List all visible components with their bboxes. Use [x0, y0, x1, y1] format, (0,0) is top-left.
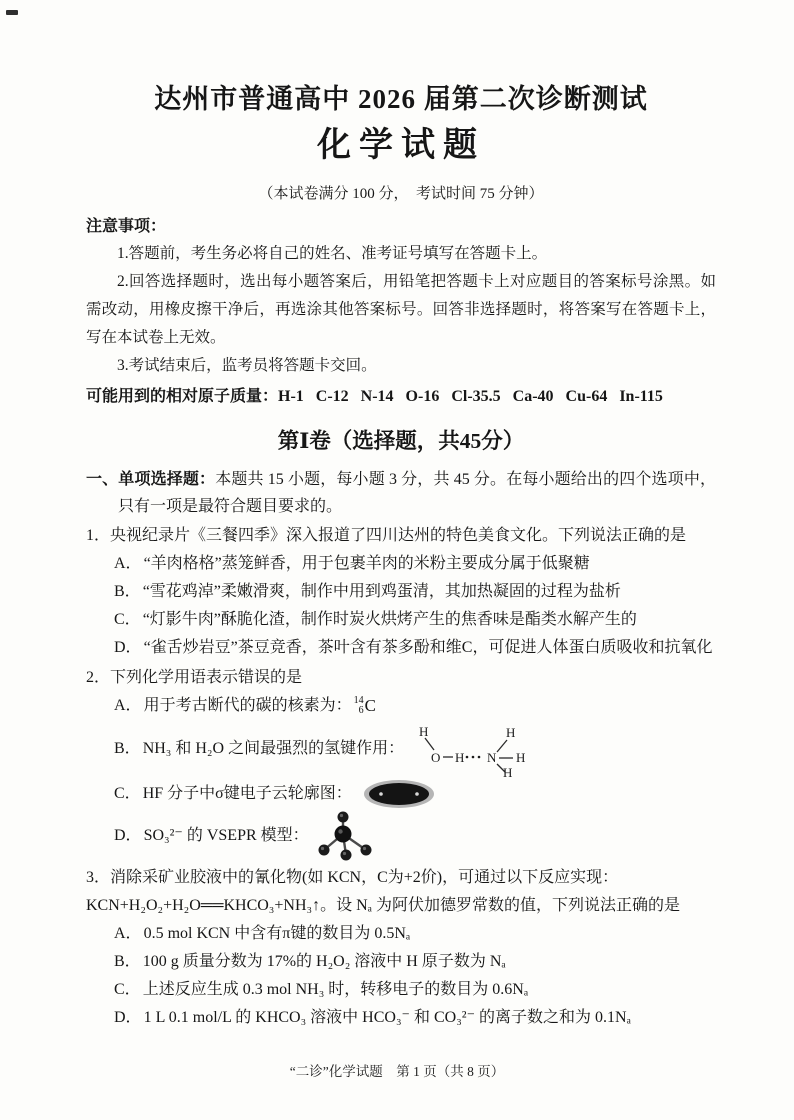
question-2-options — [86, 692, 716, 862]
option-label: A． — [114, 697, 142, 714]
atom-h: H — [516, 750, 526, 765]
option-text: 上述反应生成 0.3 mol NH₃ 时，转移电子的数目为 0.6Nₐ — [142, 981, 529, 998]
option-label: B． — [114, 740, 141, 757]
option-text: “雀舌炒岩豆”茶豆竞香，茶叶含有茶多酚和维C，可促进人体蛋白质吸收和抗氧化 — [143, 639, 713, 656]
question-3-options — [86, 920, 716, 1032]
nuclide-symbol: C — [364, 696, 376, 715]
option-label: B． — [114, 583, 141, 600]
option-label: D． — [114, 639, 142, 656]
question-1 — [86, 522, 716, 662]
question-1-option-b — [114, 578, 716, 606]
atom-h: H — [455, 750, 465, 765]
option-text: SO₃²⁻ 的 VSEPR 模型： — [143, 827, 309, 844]
notices-label: 注意事项： — [86, 218, 167, 235]
question-3-option-d — [114, 1004, 716, 1032]
atomic-masses-values: H-1 C-12 N-14 O-16 Cl-35.5 Ca-40 Cu-64 In-115 — [278, 388, 663, 405]
option-label: C． — [114, 785, 141, 802]
atom-h: H — [419, 724, 429, 739]
option-text: “灯影牛肉”酥脆化渣，制作时炭火烘烤产生的焦香味是酯类水解产生的 — [142, 611, 637, 628]
notice-item-2: 2.回答选择题时，选出每小题答案后，用铅笔把答题卡上对应题目的答案标号涂黑。如需改动，用橡皮擦干净后，再选涂其他答案标号。回答非选择题时，将答案写在答题卡上，写在本试卷上无效。 — [86, 273, 716, 346]
sigma-bond-electron-cloud-image — [358, 778, 440, 810]
question-2 — [86, 664, 716, 862]
question-3-option-c — [114, 976, 716, 1004]
exam-subject-title: 化学试题 — [317, 127, 485, 164]
option-label: A． — [114, 925, 142, 942]
option-label: D． — [114, 1009, 142, 1026]
nuclide-mass-number: 14 — [353, 695, 364, 706]
section-1-intro-text: 本题共 15 小题，每小题 3 分，共 45 分。在每小题给出的四个选项中，只有一项是最符合题目要求的。 — [118, 471, 716, 515]
nuclide-atomic-number: 6 — [358, 705, 364, 716]
section-1-intro — [86, 466, 716, 520]
atom-n: N — [487, 750, 497, 765]
option-text: 0.5 mol KCN 中含有π键的数目为 0.5Nₐ — [143, 925, 411, 942]
question-2-option-b — [114, 720, 716, 778]
option-text: 1 L 0.1 mol/L 的 KHCO₃ 溶液中 HCO₃⁻ 和 CO₃²⁻ 的离子数之和为 0.1Nₐ — [143, 1009, 631, 1026]
question-2-stem: 2．下列化学用语表示错误的是 — [86, 669, 303, 686]
question-3-option-a — [114, 920, 716, 948]
exam-title: 达州市普通高中 2026 届第二次诊断测试 — [154, 84, 648, 114]
question-1-option-c — [114, 606, 716, 634]
question-2-option-c — [114, 778, 716, 810]
option-text: NH₃ 和 H₂O 之间最强烈的氢键作用： — [142, 740, 405, 757]
atom-h: H — [506, 725, 516, 740]
hydrogen-bond-diagram — [410, 720, 542, 778]
question-1-options — [86, 550, 716, 662]
nuclide-numbers — [354, 696, 364, 716]
notice-item-3: 3.考试结束后，监考员将答题卡交回。 — [117, 357, 377, 374]
question-2-option-d — [114, 810, 716, 862]
scan-artifact — [6, 10, 18, 15]
question-3 — [86, 864, 716, 1032]
option-label: B． — [114, 953, 141, 970]
atomic-masses-line — [86, 382, 716, 412]
question-1-option-d — [114, 634, 716, 662]
option-label: D． — [114, 827, 142, 844]
option-text: 用于考古断代的碳的核素为： — [143, 697, 352, 714]
option-text: 100 g 质量分数为 17%的 H₂O₂ 溶液中 H 原子数为 Nₐ — [142, 953, 506, 970]
question-3-equation: KCN+H₂O₂+H₂O══KHCO₃+NH₃↑。设 Nₐ 为阿伏加德罗常数的值，下列说法正确的是 — [86, 897, 681, 914]
atomic-masses-label: 可能用到的相对原子质量： — [86, 388, 279, 405]
section-1-heading: 第Ⅰ卷（选择题，共45分） — [277, 429, 525, 453]
option-label: C． — [114, 611, 141, 628]
vsepr-model-image — [315, 810, 373, 862]
atom-h: H — [503, 765, 513, 778]
question-1-option-a — [114, 550, 716, 578]
atom-o: O — [431, 750, 441, 765]
option-text: “雪花鸡淖”柔嫩滑爽，制作中用到鸡蛋清，其加热凝固的过程为盐析 — [142, 583, 621, 600]
page-footer: “二诊”化学试题 第 1 页（共 8 页） — [289, 1064, 505, 1079]
question-2-option-a — [114, 692, 716, 720]
option-text: “羊肉格格”蒸笼鲜香，用于包裹羊肉的米粉主要成分属于低聚糖 — [143, 555, 590, 572]
question-3-stem: 3．消除采矿业胶液中的氰化物(如 KCN，C为+2价)，可通过以下反应实现： — [86, 869, 619, 886]
question-3-option-b — [114, 948, 716, 976]
carbon-14-nuclide — [354, 692, 376, 720]
notice-item-1: 1.答题前，考生务必将自己的姓名、准考证号填写在答题卡上。 — [117, 245, 548, 262]
option-text: HF 分子中σ键电子云轮廓图： — [142, 785, 352, 802]
question-1-stem: 1．央视纪录片《三餐四季》深入报道了四川达州的特色美食文化。下列说法正确的是 — [86, 527, 687, 544]
option-label: A． — [114, 555, 142, 572]
section-1-intro-label: 一、单项选择题： — [86, 471, 216, 488]
exam-info: （本试卷满分 100 分， 考试时间 75 分钟） — [258, 186, 544, 202]
option-label: C． — [114, 981, 141, 998]
